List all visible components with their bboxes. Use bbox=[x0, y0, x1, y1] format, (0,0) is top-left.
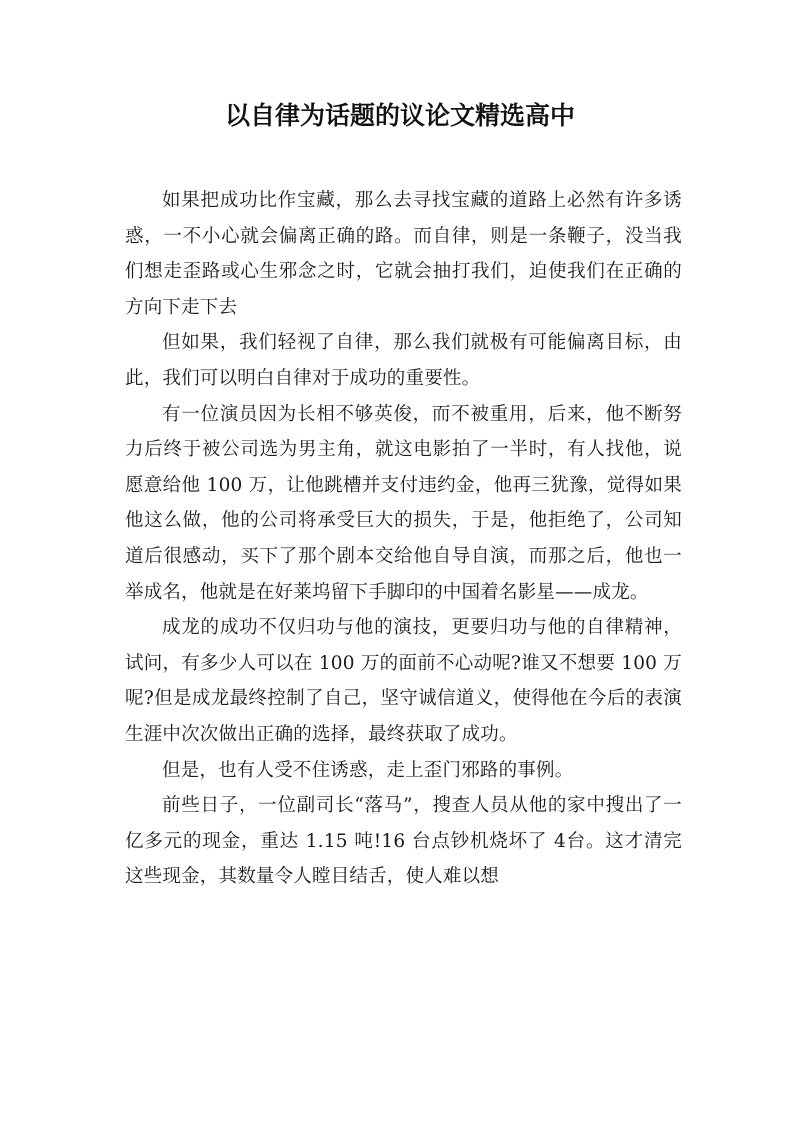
paragraph: 成龙的成功不仅归功与他的演技，更要归功与他的自律精神，试问，有多少人可以在 100 万的面前不心动呢?谁又不想要 100 万呢?但是成龙最终控制了自己，坚守诚信道义，使得他在今后的表演生涯中次次做出正确的选择，最终获取了成功。 bbox=[125, 617, 682, 745]
document-title: 以自律为话题的议论文精选高中 bbox=[224, 101, 575, 130]
paragraph: 如果把成功比作宝藏，那么去寻找宝藏的道路上必然有许多诱惑，一不小心就会偏离正确的路。而自律，则是一条鞭子，没当我们想走歪路或心生邪念之时，它就会抽打我们，迫使我们在正确的方向下走下去 bbox=[125, 190, 682, 318]
document-body bbox=[125, 183, 682, 895]
paragraph: 前些日子，一位副司长“落马”，搜查人员从他的家中搜出了一亿多元的现金，重达 1.15 吨!16 台点钞机烧坏了 4台。这才清完这些现金，其数量令人瞠目结舌，使人难以想 bbox=[125, 795, 682, 888]
paragraph: 有一位演员因为长相不够英俊，而不被重用，后来，他不断努力后终于被公司选为男主角，就这电影拍了一半时，有人找他，说愿意给他 100 万，让他跳槽并支付违约金，他再三犹豫，觉得如果他这么做，他的公司将承受巨大的损失，于是，他拒绝了，公司知道后很感动，买下了那个剧本交给他自导自演，而那之后，他也一举成名，他就是在好莱坞留下手脚印的中国着名影星——成龙。 bbox=[125, 403, 682, 603]
paragraph: 但是，也有人受不住诱惑，走上歪门邪路的事例。 bbox=[162, 759, 574, 781]
paragraph: 但如果，我们轻视了自律，那么我们就极有可能偏离目标，由此，我们可以明白自律对于成功的重要性。 bbox=[125, 332, 682, 389]
